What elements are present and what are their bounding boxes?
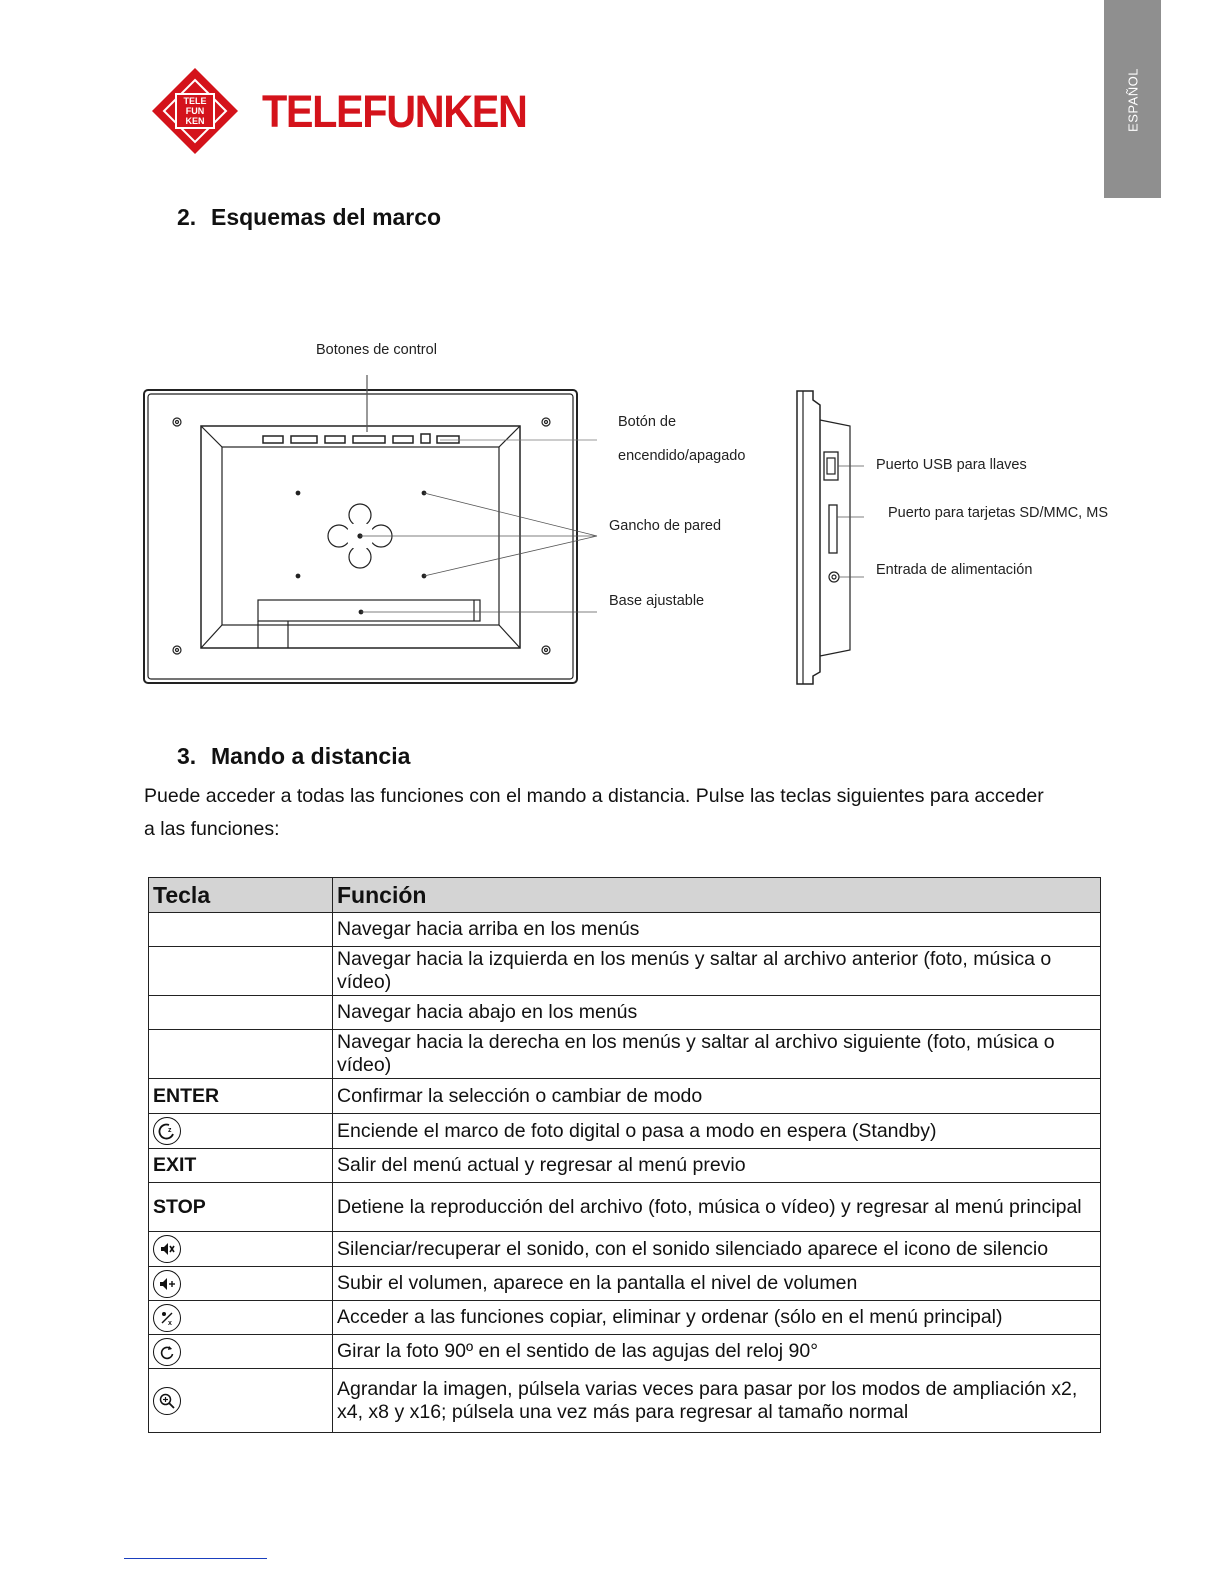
function-cell: Acceder a las funciones copiar, eliminar y ordenar (sólo en el menú principal): [333, 1301, 1101, 1335]
key-cell: [149, 947, 333, 996]
table-row: [149, 1030, 1101, 1079]
table-header-row: [149, 878, 1101, 913]
label-power-button-line2: encendido/apagado: [618, 448, 746, 464]
function-cell: Girar la foto 90º en el sentido de las agujas del reloj 90°: [333, 1335, 1101, 1369]
key-cell: [149, 913, 333, 947]
key-cell: [149, 996, 333, 1030]
key-cell: [149, 1301, 333, 1335]
svg-text:FUN: FUN: [185, 106, 205, 116]
key-stop: STOP: [149, 1183, 333, 1232]
table-row: [149, 1232, 1101, 1267]
copy-delete-icon: [153, 1304, 181, 1332]
label-card-port: Puerto para tarjetas SD/MMC, MS: [888, 505, 1108, 521]
section-2-title: Esquemas del marco: [211, 204, 442, 230]
header-key: Tecla: [149, 878, 333, 913]
remote-keys-table: [148, 877, 1101, 1433]
function-cell: Silenciar/recuperar el sonido, con el sonido silenciado aparece el icono de silencio: [333, 1232, 1101, 1267]
label-power-input: Entrada de alimentación: [876, 562, 1033, 578]
key-enter: ENTER: [149, 1079, 333, 1114]
key-cell: [149, 1267, 333, 1301]
table-row: [149, 996, 1101, 1030]
volume-up-icon: [153, 1270, 181, 1298]
svg-text:KEN: KEN: [185, 116, 205, 126]
label-control-buttons: Botones de control: [316, 342, 437, 358]
key-cell: [149, 1114, 333, 1149]
function-cell: Detiene la reproducción del archivo (foto, música o vídeo) y regresar al menú principal: [333, 1183, 1101, 1232]
key-exit: EXIT: [149, 1149, 333, 1183]
function-cell: Navegar hacia la izquierda en los menús y saltar al archivo anterior (foto, música o vídeo): [333, 947, 1101, 996]
label-usb-port: Puerto USB para llaves: [876, 457, 1027, 473]
header-function: Función: [333, 878, 1101, 913]
table-row: [149, 1114, 1101, 1149]
table-row: [149, 1183, 1101, 1232]
table-row: [149, 1301, 1101, 1335]
key-cell: [149, 1335, 333, 1369]
key-cell: [149, 1232, 333, 1267]
footer-divider: [124, 1558, 267, 1559]
key-cell: [149, 1369, 333, 1433]
table-row: [149, 1149, 1101, 1183]
rotate-icon: [153, 1338, 181, 1366]
frame-back-view: [144, 375, 597, 683]
language-tab-label: ESPAÑOL: [1125, 68, 1140, 132]
function-cell: Navegar hacia la derecha en los menús y saltar al archivo siguiente (foto, música o vídeo): [333, 1030, 1101, 1079]
function-cell: Subir el volumen, aparece en la pantalla el nivel de volumen: [333, 1267, 1101, 1301]
table-row: [149, 1369, 1101, 1433]
label-adjustable-base: Base ajustable: [609, 593, 705, 609]
table-row: [149, 1267, 1101, 1301]
brand-name: TELEFUNKEN: [262, 86, 527, 137]
section-3-heading: [177, 743, 410, 770]
section-3-title: Mando a distancia: [211, 743, 411, 769]
svg-text:x: x: [168, 1319, 172, 1327]
label-power-button-line1: Botón de: [618, 414, 677, 430]
frame-diagram: [0, 0, 1224, 720]
standby-icon: [153, 1117, 181, 1145]
svg-text:TELE: TELE: [183, 96, 207, 106]
function-cell: Navegar hacia abajo en los menús: [333, 996, 1101, 1030]
section-3-intro: Puede acceder a todas las funciones con el mando a distancia. Pulse las teclas siguientes para acceder a las funciones:: [144, 785, 1044, 840]
function-cell: Navegar hacia arriba en los menús: [333, 913, 1101, 947]
svg-text:z: z: [168, 1127, 172, 1134]
table-row: [149, 1335, 1101, 1369]
table-row: [149, 947, 1101, 996]
function-cell: Confirmar la selección o cambiar de modo: [333, 1079, 1101, 1114]
key-cell: [149, 1030, 333, 1079]
table-row: [149, 913, 1101, 947]
table-row: [149, 1079, 1101, 1114]
section-3-number: 3.: [177, 743, 197, 769]
label-wall-hook: Gancho de pared: [609, 518, 722, 534]
section-2-number: 2.: [177, 204, 197, 230]
mute-icon: [153, 1235, 181, 1263]
zoom-icon: [153, 1387, 181, 1415]
function-cell: Salir del menú actual y regresar al menú previo: [333, 1149, 1101, 1183]
function-cell: Enciende el marco de foto digital o pasa a modo en espera (Standby): [333, 1114, 1101, 1149]
frame-side-view: [797, 391, 864, 684]
function-cell: Agrandar la imagen, púlsela varias veces para pasar por los modos de ampliación x2, x4, x8 y x16; púlsela una vez más para regresar al tamaño normal: [333, 1369, 1101, 1433]
